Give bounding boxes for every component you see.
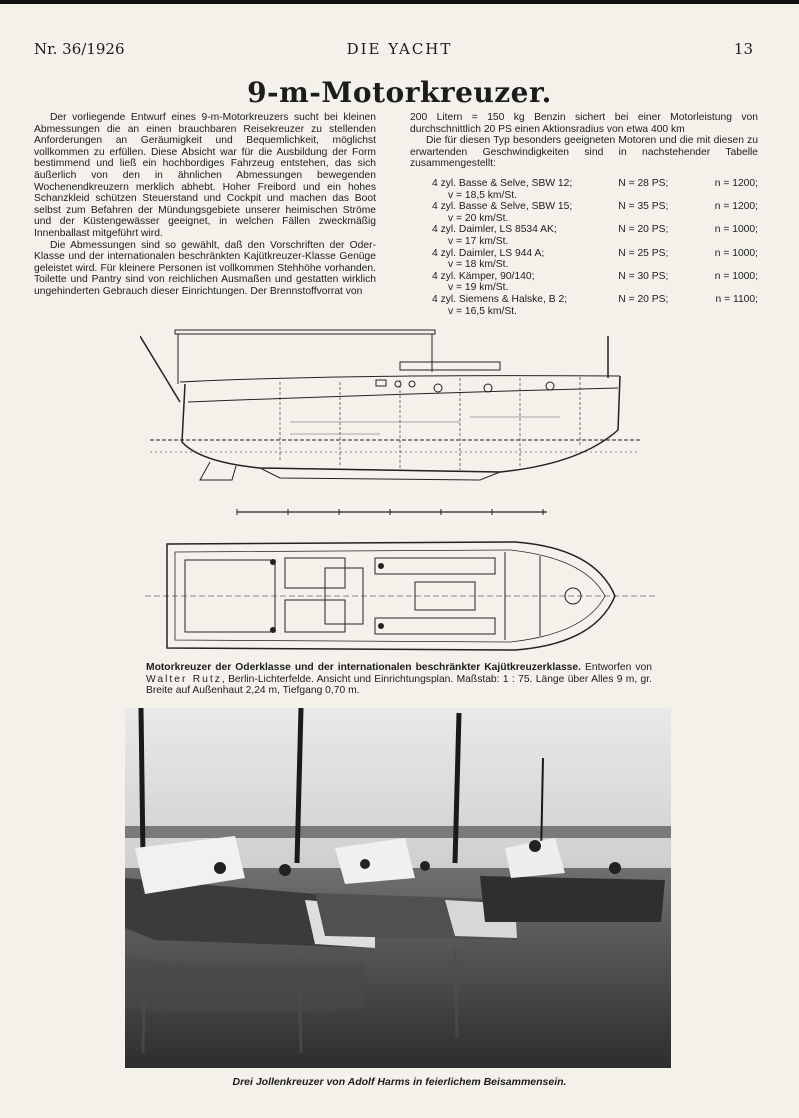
engine-entry (432, 271, 758, 294)
engine-rpm: n = 1200; (714, 177, 758, 189)
engine-entry (432, 201, 758, 224)
rudder (200, 462, 236, 480)
pantry (285, 600, 345, 632)
boat-profile-drawing (140, 322, 655, 497)
engine-name: 4 zyl. Daimler, LS 944 A; (432, 247, 545, 259)
caption-details: , Berlin-Lichterfelde. Ansicht und Einrichtungsplan. Maßstab: 1 : 75. Länge über Alles 9 m, gr. Breite auf Außenhaut 2,24 m, Tiefgang 0,70 m. (146, 673, 652, 697)
berth-starboard (375, 618, 495, 634)
paragraph: 200 Litern = 150 kg Benzin sichert bei einer Motorleistung von durchschnittlich 20 PS einen Aktionsradius von etwa 400 km (410, 112, 758, 135)
engine-power: N = 28 PS; (618, 177, 669, 189)
porthole (434, 384, 442, 392)
engine-speed: v = 18 km/St. (448, 259, 509, 271)
caption-title: Motorkreuzer der Oderklasse und der internationalen beschränkter Kajütkreuzerklasse. (146, 662, 581, 673)
engine-rpm: n = 1000; (714, 247, 758, 259)
engine-rpm: n = 1000; (714, 270, 758, 282)
mast (141, 708, 143, 858)
awning-roof (175, 330, 435, 334)
engine-rpm: n = 1000; (714, 224, 758, 236)
drawing-caption (146, 662, 652, 697)
engine-speed: v = 18,5 km/St. (448, 189, 517, 201)
caption-prefix: Entworfen von (585, 662, 652, 673)
engine-name: 4 zyl. Daimler, LS 8534 AK; (432, 224, 557, 236)
photograph-sailboats (125, 708, 671, 1068)
engine-power: N = 25 PS; (618, 247, 669, 259)
deck-line (188, 388, 618, 402)
engine-speed: v = 16,5 km/St. (448, 305, 517, 317)
engine-speed: v = 19 km/St. (448, 282, 509, 294)
article-title: 9-m-Motorkreuzer. (247, 76, 552, 109)
engine-power: N = 20 PS; (618, 293, 669, 305)
designer-name: Walter Rutz (146, 673, 222, 685)
engine-power: N = 35 PS; (618, 201, 669, 213)
photo-caption: Drei Jollenkreuzer von Adolf Harms in feierlichem Beisammensein. (232, 1076, 567, 1088)
scale-bar (232, 506, 552, 526)
engine-table (410, 178, 758, 317)
engine-power: N = 20 PS; (618, 224, 669, 236)
flag-staff (140, 336, 180, 402)
accommodation-plan-drawing (145, 538, 655, 656)
paragraph: Der vorliegende Entwurf eines 9-m-Motorkreuzers sucht bei kleinen Abmessungen die an einen brauchbaren Reisekreuzer zu stellenden Anforderungen an Geräumigkeit und Bequemlichkeit, möglichst vollkommen zu erfüllen. Diese Absicht war für die Ausbildung der Form bestimmend und ließ ein hochbordiges Fahrzeug entstehen, das sich äußerlich von den in ähnlichen Abmessungen bewegenden Wochenendkreuzern merklich abhebt. Hoher Freibord und ein hohes Schanzkleid schützen Steuerstand und Cockpit und machen das Boot selbst zum Befahren der Mündungsgebiete unserer heimischen Ströme und der Küstengewässer geeignet, in welchen Fällen zweckmäßig Innenballast mitgeführt wird. (34, 112, 376, 239)
distant-shore (125, 826, 671, 838)
berth-port (375, 558, 495, 574)
issue-number: Nr. 36/1926 (34, 40, 125, 58)
magazine-name: DIE YACHT (346, 40, 453, 58)
engine-rpm: n = 1200; (714, 201, 758, 213)
engine-name: 4 zyl. Siemens & Halske, B 2; (432, 293, 568, 305)
engine-speed: v = 20 km/St. (448, 212, 509, 224)
engine-entry (432, 248, 758, 271)
engine-name: 4 zyl. Kämper, 90/140; (432, 270, 535, 282)
hull-outline (182, 376, 620, 472)
cabin-roof (400, 362, 500, 370)
engine-entry (432, 178, 758, 201)
page-top-border (0, 0, 799, 4)
engine-entry (432, 224, 758, 247)
engine-name: 4 zyl. Basse & Selve, SBW 15; (432, 201, 573, 213)
porthole (484, 384, 492, 392)
paragraph: Die für diesen Typ besonders geeigneten Motoren und die mit diesen zu erwartenden Geschwindigkeiten sind in nachstehender Tabelle zusammengestellt: (410, 135, 758, 170)
keel (260, 468, 500, 480)
paragraph: Die Abmessungen sind so gewählt, daß den Vorschriften der Oder-Klasse und der internationalen beschränkten Kajütkreuzer-Klasse Genüge geleistet wird. Für kleinere Personen ist vollkommen Stehhöhe vorhanden. Toilette und Pantry sind von reichlichen Ausmaßen und gestatten wirklich ungehinderten Gebrauch dieser Einrichtungen. Der Brennstoffvorrat von (34, 239, 376, 297)
engine-name: 4 zyl. Basse & Selve, SBW 12; (432, 177, 573, 189)
right-text-column (410, 112, 758, 317)
left-text-column (34, 112, 376, 298)
engine-power: N = 30 PS; (618, 270, 669, 282)
engine-speed: v = 17 km/St. (448, 235, 509, 247)
page-number: 13 (733, 40, 753, 58)
toilet (285, 558, 345, 588)
boat-hull (480, 876, 665, 922)
engine-rpm: n = 1100; (715, 293, 758, 305)
porthole (546, 382, 554, 390)
engine-entry (432, 294, 758, 317)
